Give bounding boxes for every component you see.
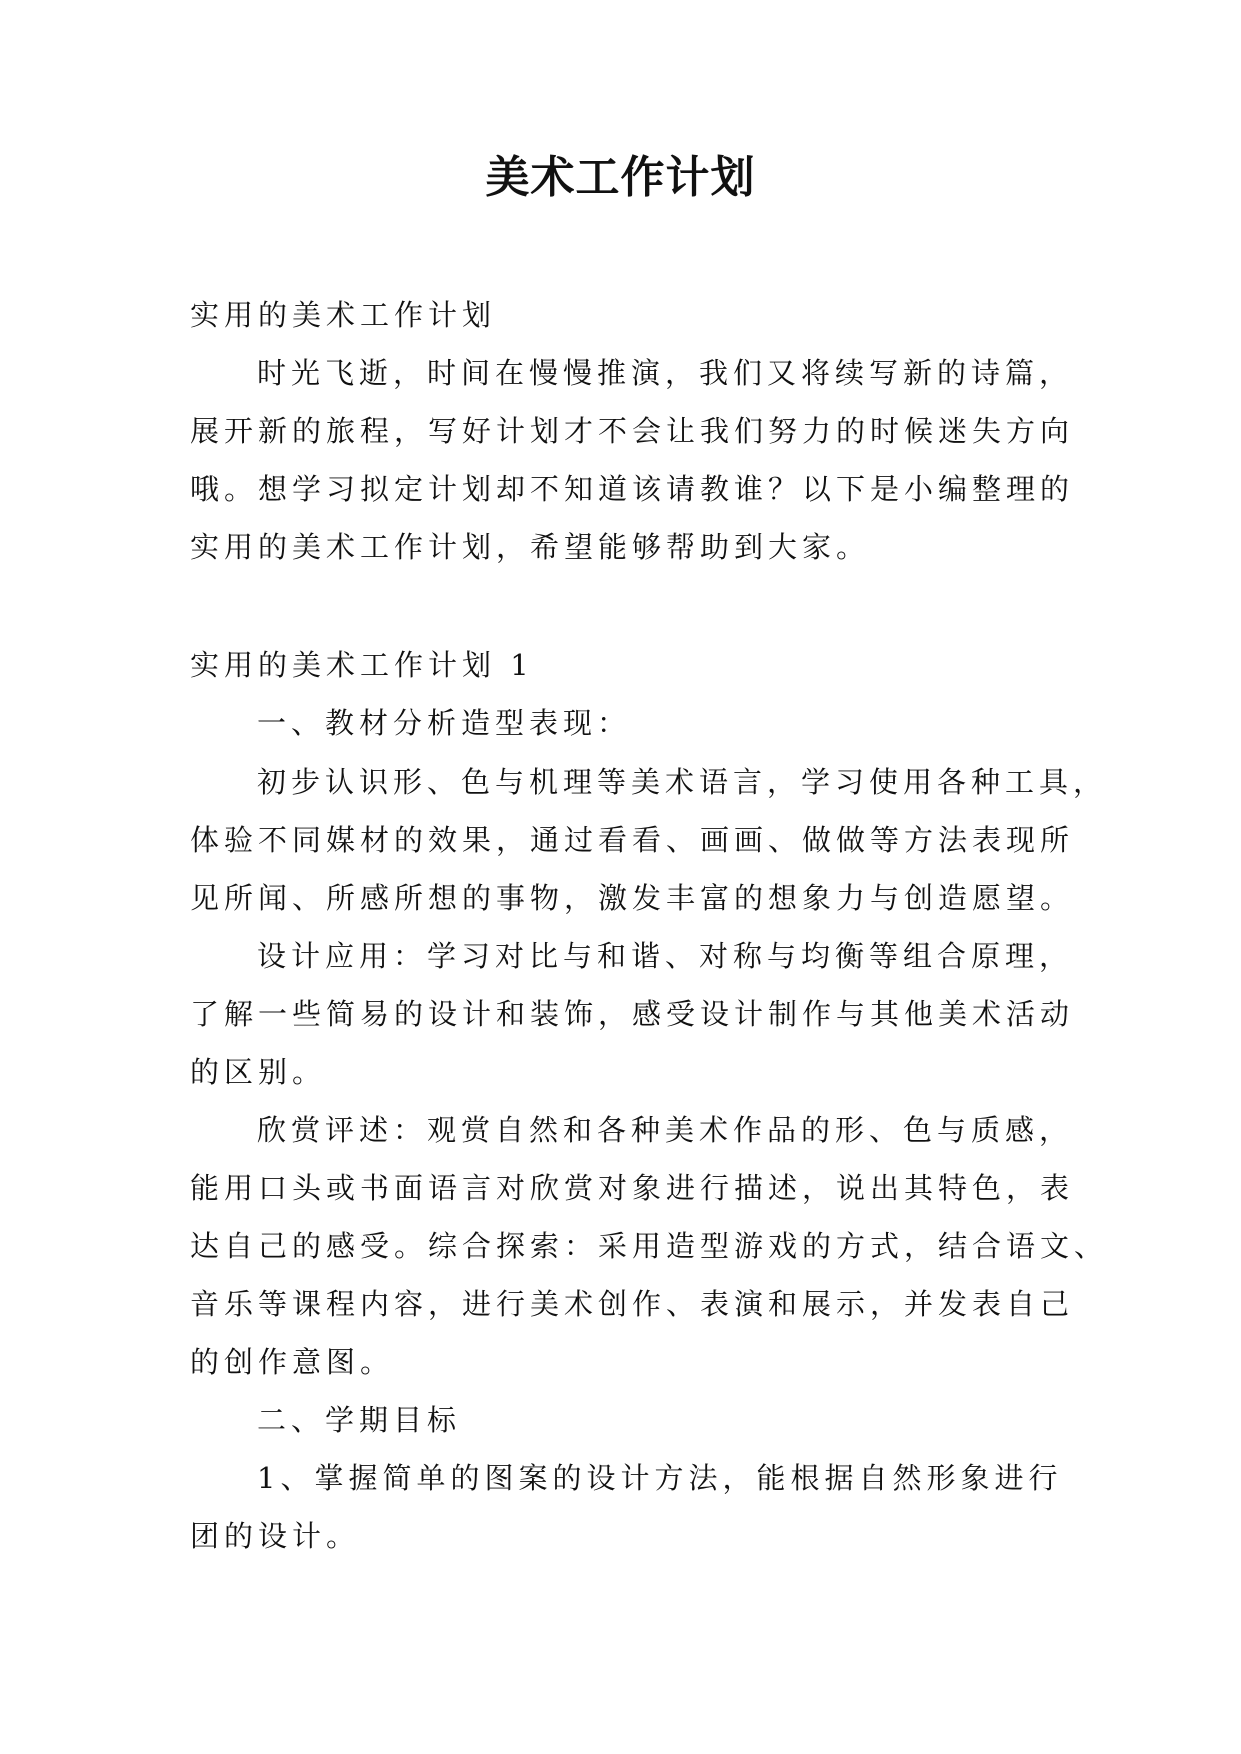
section-heading: 实用的美术工作计划 1 [190, 648, 534, 682]
document-title: 美术工作计划 [485, 152, 756, 203]
text-line: 能用口头或书面语言对欣赏对象进行描述，说出其特色，表 [190, 1171, 1075, 1205]
text-line: 欣赏评述：观赏自然和各种美术作品的形、色与质感， [257, 1113, 1074, 1147]
text-line: 1、掌握简单的图案的设计方法，能根据自然形象进行 [257, 1461, 1063, 1495]
text-line: 设计应用：学习对比与和谐、对称与均衡等组合原理， [257, 939, 1074, 973]
text-line: 展开新的旅程，写好计划才不会让我们努力的时候迷失方向 [190, 414, 1075, 448]
section-heading: 二、学期目标 [257, 1403, 462, 1437]
text-line: 的区别。 [190, 1055, 327, 1089]
text-line: 一、教材分析造型表现： [257, 706, 632, 740]
text-line: 团的设计。 [190, 1519, 361, 1553]
text-line: 音乐等课程内容，进行美术创作、表演和展示，并发表自己 [190, 1287, 1075, 1321]
text-line: 见所闻、所感所想的事物，激发丰富的想象力与创造愿望。 [190, 881, 1075, 915]
text-line: 达自己的感受。综合探索：采用造型游戏的方式，结合语文、 [190, 1229, 1109, 1263]
subtitle-line: 实用的美术工作计划 [190, 298, 497, 332]
text-line: 了解一些简易的设计和装饰，感受设计制作与其他美术活动 [190, 997, 1075, 1031]
text-line: 初步认识形、色与机理等美术语言，学习使用各种工具， [257, 765, 1108, 799]
text-line: 体验不同媒材的效果，通过看看、画画、做做等方法表现所 [190, 823, 1075, 857]
text-line: 时光飞逝，时间在慢慢推演，我们又将续写新的诗篇， [257, 356, 1074, 390]
text-line: 哦。想学习拟定计划却不知道该请教谁？以下是小编整理的 [190, 472, 1075, 506]
text-line: 实用的美术工作计划，希望能够帮助到大家。 [190, 530, 871, 564]
text-line: 的创作意图。 [190, 1345, 395, 1379]
